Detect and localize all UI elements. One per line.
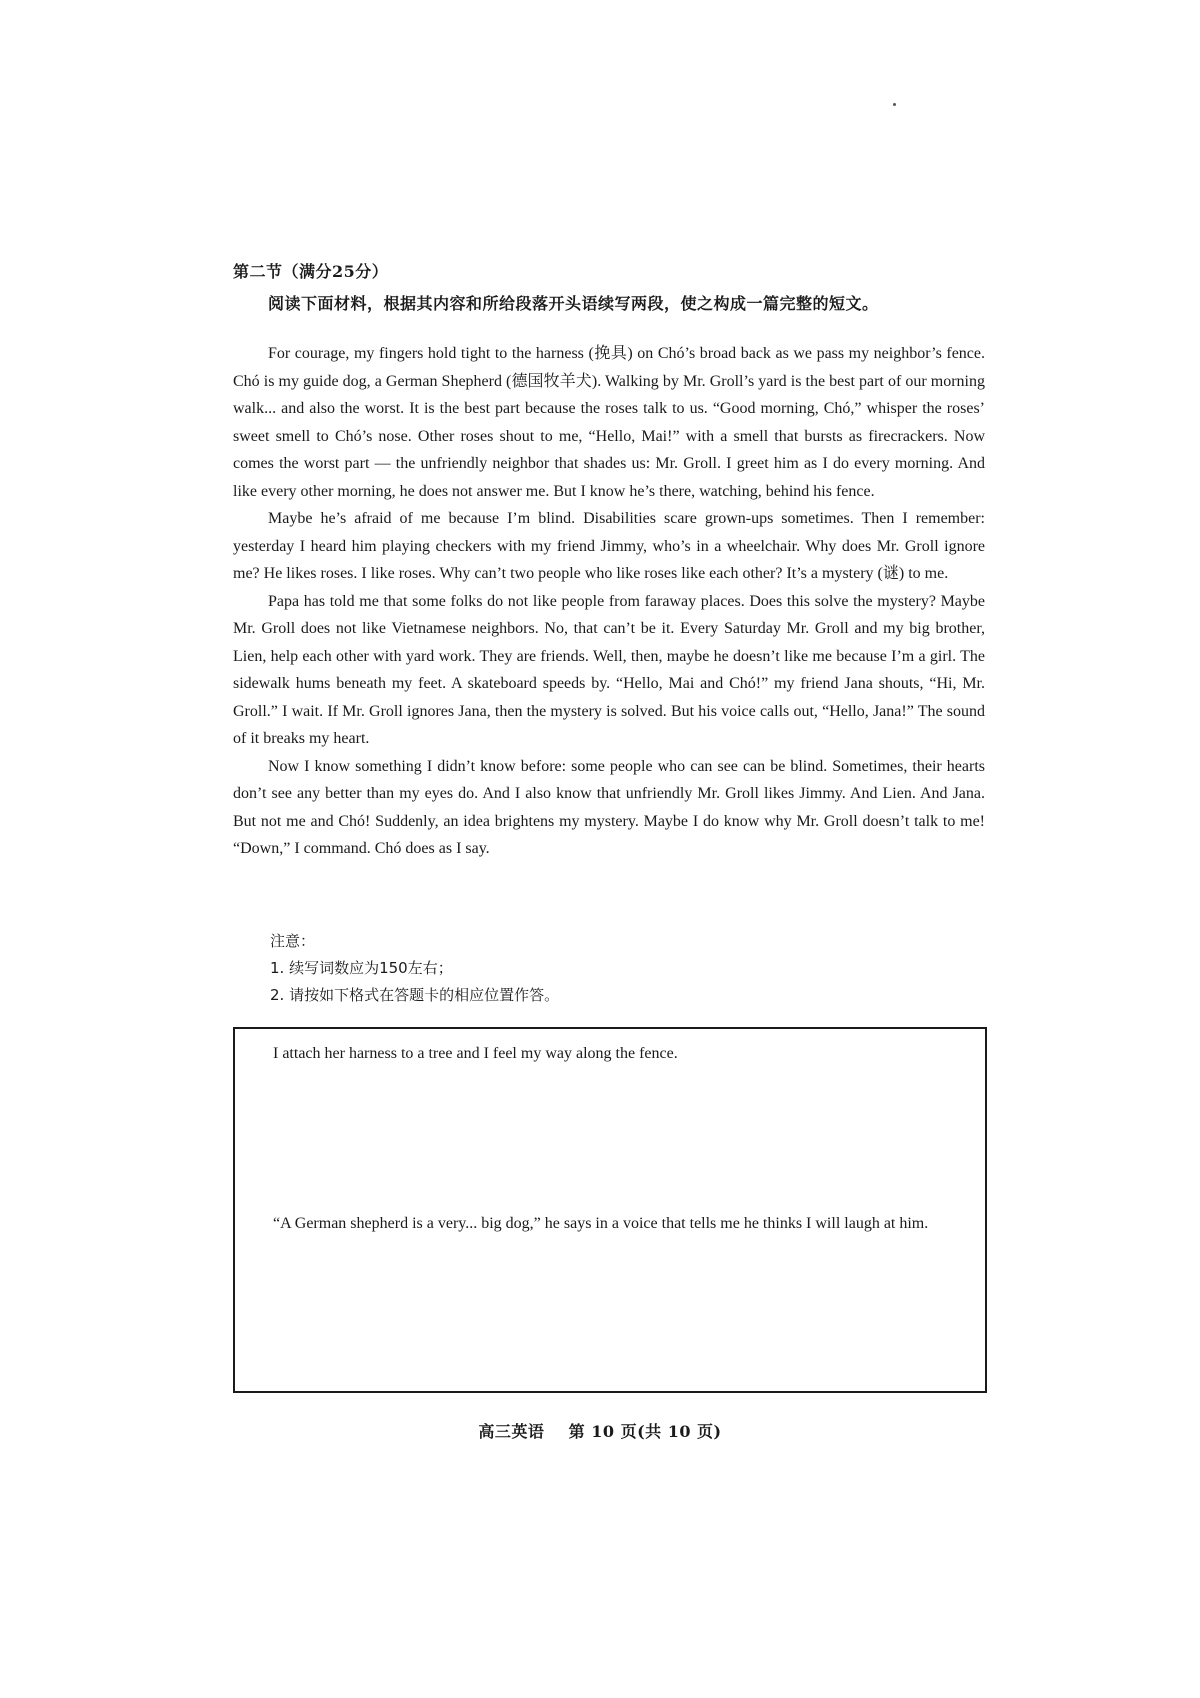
notes-block [270, 928, 559, 1009]
paragraph-1-opening: I attach her harness to a tree and I feel my way along the fence. [273, 1045, 678, 1062]
passage-paragraph-2: Maybe he’s afraid of me because I’m blind. Disabilities scare grown-ups sometimes. Then I remember: yesterday I heard him playing checkers with my friend Jimmy, who’s in a wheelchair. Why does Mr. Groll ignore me? He likes roses. I like roses. Why can’t two people who like roses like each other? It’s a mystery (谜) to me. [233, 510, 985, 582]
note-item-1: 1. 续写词数应为150左右； [270, 959, 453, 977]
footer-subject: 高三英语 [478, 1422, 545, 1441]
section-instruction: 阅读下面材料，根据其内容和所给段落开头语续写两段，使之构成一篇完整的短文。 [268, 294, 879, 313]
passage-paragraph-3: Papa has told me that some folks do not like people from faraway places. Does this solve the mystery? Maybe Mr. Groll does not like Vietnamese neighbors. No, that can’t be it. Every Saturday Mr. Groll and my big brother, Lien, help each other with yard work. They are friends. Well, then, maybe he doesn’t like me because I’m a girl. The sidewalk hums beneath my feet. A skateboard speeds by. “Hello, Mai and Chó!” my friend Jana shouts, “Hi, Mr. Groll.” I wait. If Mr. Groll ignores Jana, then the mystery is solved. But his voice calls out, “Hello, Jana!” The sound of it breaks my heart. [233, 592, 985, 747]
note-item-2: 2. 请按如下格式在答题卡的相应位置作答。 [270, 986, 560, 1004]
answer-box [233, 1027, 987, 1393]
footer-page-info: 第 10 页(共 10 页) [568, 1422, 722, 1441]
paragraph-2-opening: “A German shepherd is a very... big dog,” he says in a voice that tells me he thinks I will laugh at him. [273, 1215, 929, 1232]
passage-paragraph-4: Now I know something I didn’t know before: some people who can see can be blind. Sometimes, their hearts don’t see any better than my eyes do. And I also know that unfriendly Mr. Groll likes Jimmy. And Lien. And Jana. But not me and Chó! Suddenly, an idea brightens my mystery. Maybe I do know why Mr. Groll doesn’t talk to me! “Down,” I command. Chó does as I say. [233, 757, 985, 857]
section-heading: 第二节（满分25分） [233, 262, 389, 281]
scan-speck [893, 103, 896, 106]
notes-title: 注意： [270, 932, 316, 950]
page-footer [0, 1419, 1200, 1442]
passage-paragraph-1: For courage, my fingers hold tight to the harness (挽具) on Chó’s broad back as we pass my neighbor’s fence. Chó is my guide dog, a German Shepherd (德国牧羊犬). Walking by Mr. Groll’s yard is the best part of our morning walk... and also the worst. It is the best part because the roses talk to us. “Good morning, Chó,” whisper the roses’ sweet smell to Chó’s nose. Other roses shout to me, “Hello, Mai!” with a smell that bursts as firecrackers. Now comes the worst part — the unfriendly neighbor that shades us: Mr. Groll. I greet him as I do every morning. And like every other morning, he does not answer me. But I know he’s there, watching, behind his fence. [233, 345, 985, 500]
reading-passage [233, 340, 985, 863]
